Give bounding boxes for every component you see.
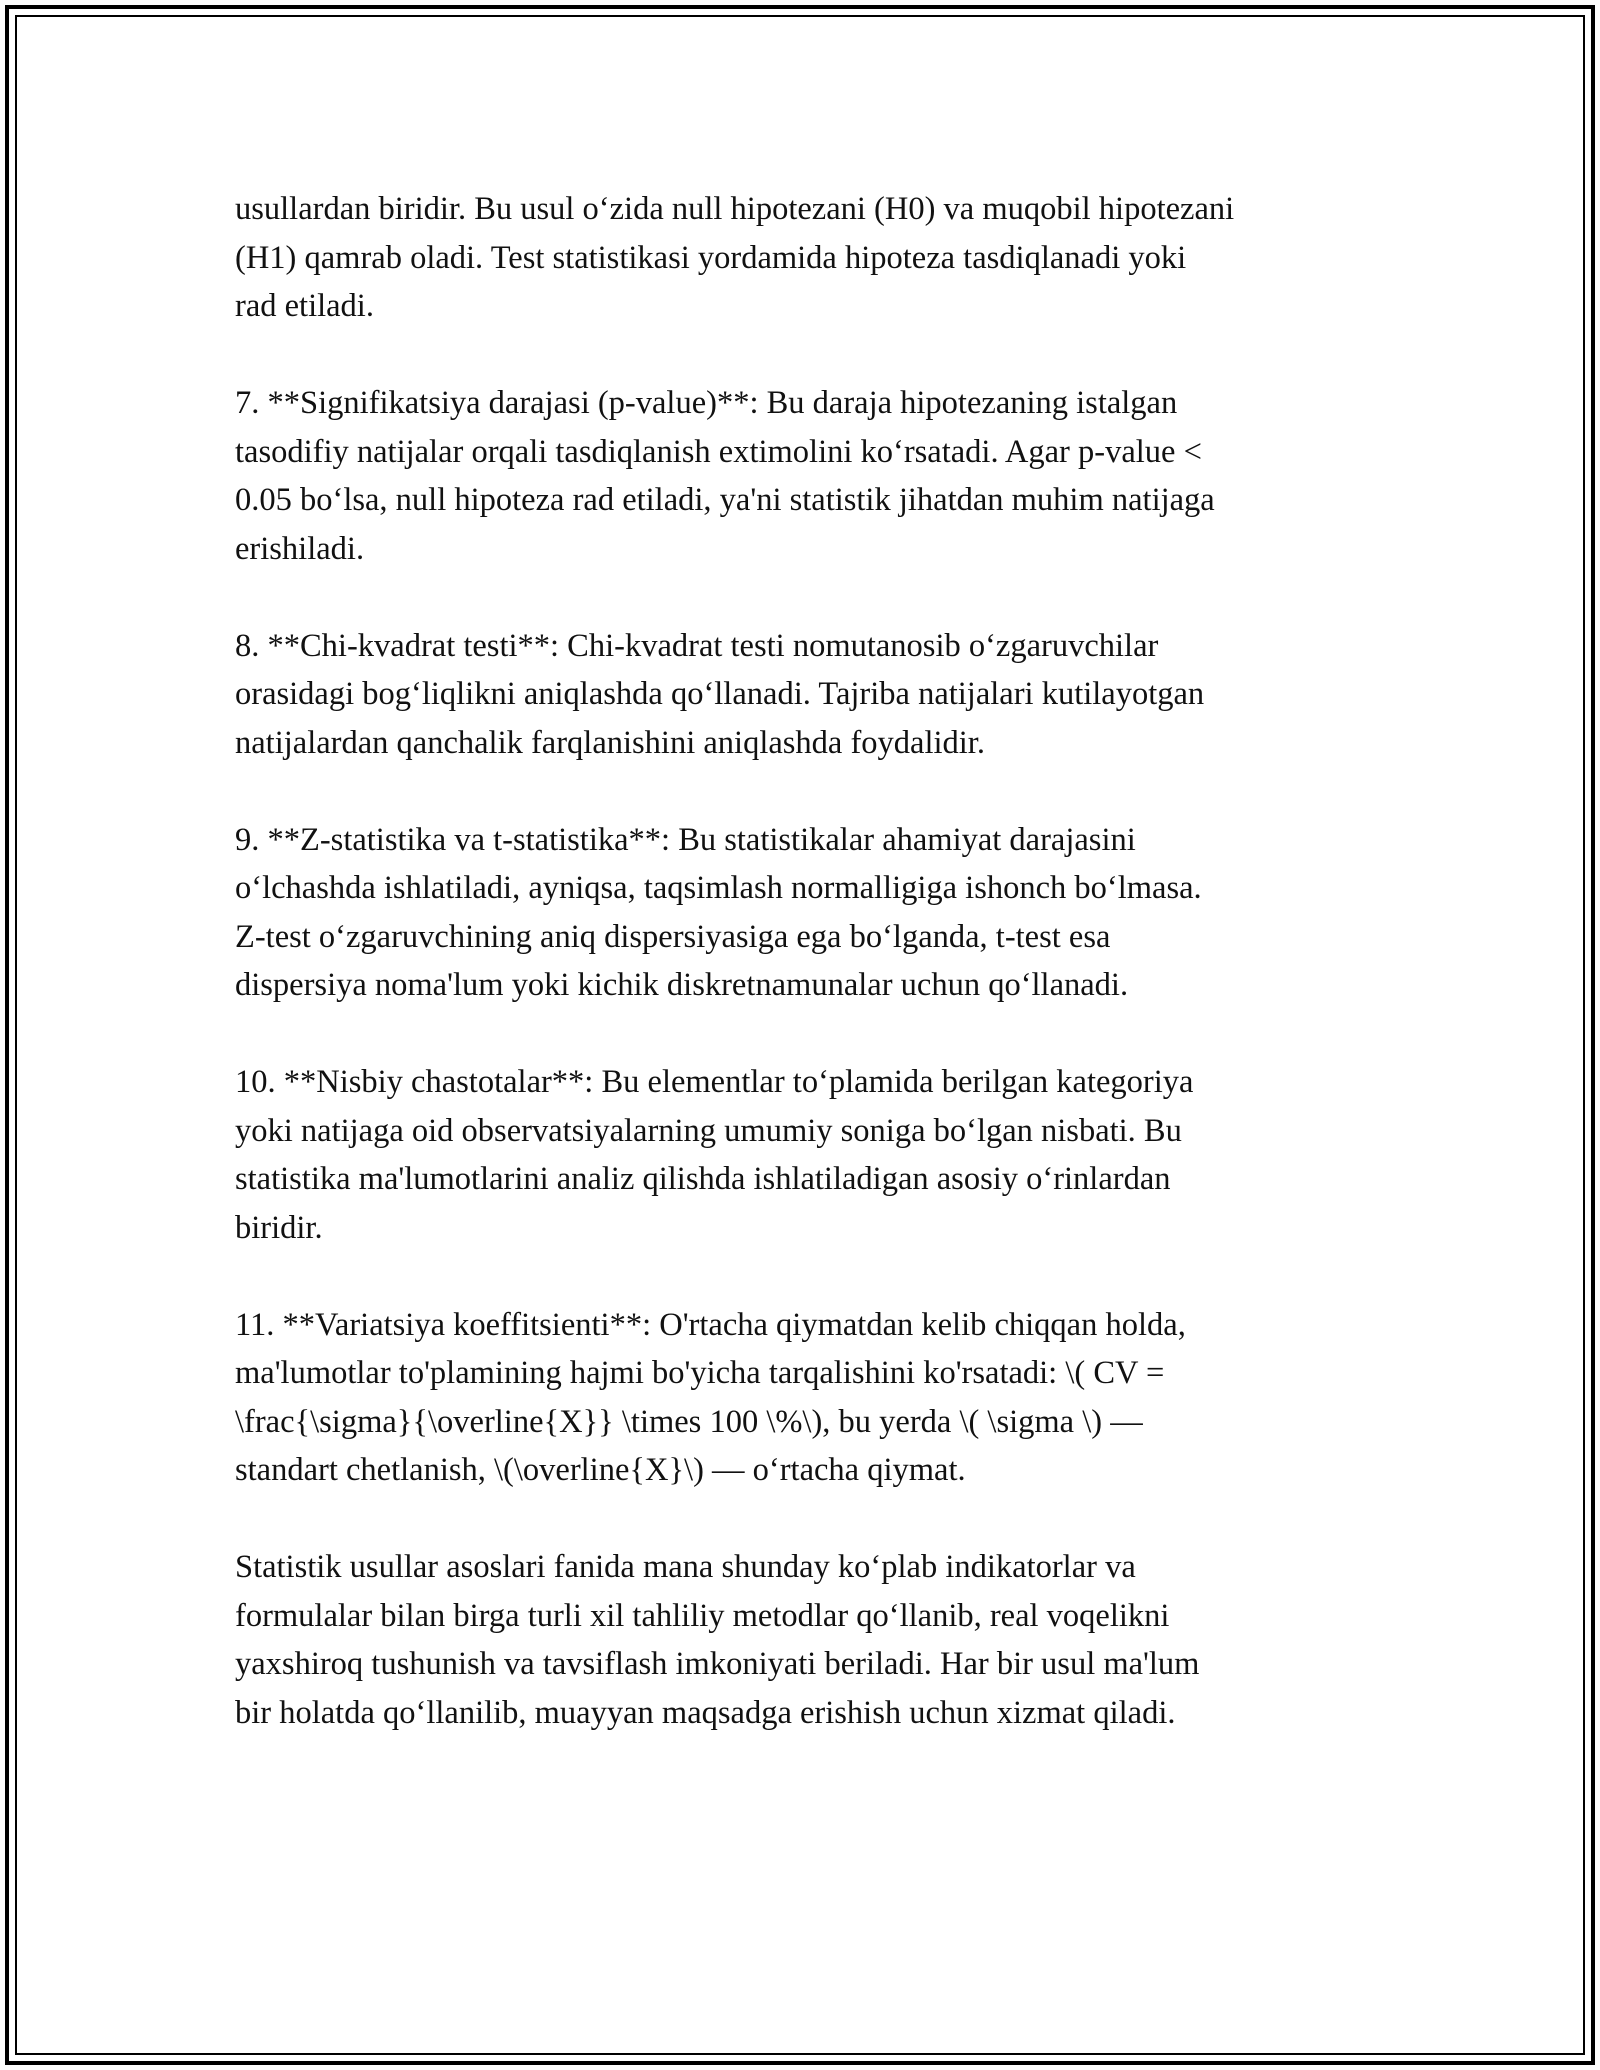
paragraph-item-10-relative-frequencies: 10. **Nisbiy chastotalar**: Bu elementlar to‘plamida berilgan kategoriya yoki natijaga oid observatsiyalarning umumiy soniga bo‘lgan nisbati. Bu statistika ma'lumotlarini analiz qilishda ishlatiladigan asosiy o‘rinlardan biridir. <box>235 1064 1194 1246</box>
paragraph-item-9-z-t-statistics: 9. **Z-statistika va t-statistika**: Bu statistikalar ahamiyat darajasini o‘lchashda ishlatiladi, ayniqsa, taqsimlash normalligiga ishonch bo‘lmasa. Z-test o‘zgaruvchining aniq dispersiyasiga ega bo‘lganda, t-test esa dispersiya noma'lum yoki kichik diskretnamunalar uchun qo‘llanadi. <box>235 821 1202 1003</box>
paragraph-item-11-variation-coefficient: 11. **Variatsiya koeffitsienti**: O'rtacha qiymatdan kelib chiqqan holda, ma'lumotlar to'plamining hajmi bo'yicha tarqalishini ko'rsatadi: \( CV = \frac{\sigma}{\overline{X}} \times 100 \%\), bu yerda \( \sigma \) — standart chetlanish, \(\overline{X}\) — o‘rtacha qiymat. <box>235 1306 1186 1488</box>
paragraph-item-7-significance: 7. **Signifikatsiya darajasi (p-value)**: Bu daraja hipotezaning istalgan tasodifiy natijalar orqali tasdiqlanish extimolini ko‘rsatadi. Agar p-value < 0.05 bo‘lsa, null hipoteza rad etiladi, ya'ni statistik jihatdan muhim natijaga erishiladi. <box>235 385 1215 567</box>
paragraph-item-8-chi-square: 8. **Chi-kvadrat testi**: Chi-kvadrat testi nomutanosib o‘zgaruvchilar orasidagi bog‘liqlikni aniqlashda qo‘llanadi. Tajriba natijalari kutilayotgan natijalardan qanchalik farqlanishini aniqlashda foydalidir. <box>235 627 1205 761</box>
document-body <box>235 185 1375 1786</box>
paragraph-intro-continuation: usullardan biridir. Bu usul o‘zida null hipotezani (H0) va muqobil hipotezani (H1) qamrab oladi. Test statistikasi yordamida hipoteza tasdiqlanadi yoki rad etiladi. <box>235 191 1235 324</box>
paragraph-conclusion: Statistik usullar asoslari fanida mana shunday ko‘plab indikatorlar va formulalar bilan birga turli xil tahliliy metodlar qo‘llanib, real voqelikni yaxshiroq tushunish va tavsiflash imkoniyati beriladi. Har bir usul ma'lum bir holatda qo‘llanilib, muayyan maqsadga erishish uchun xizmat qiladi. <box>235 1549 1200 1731</box>
